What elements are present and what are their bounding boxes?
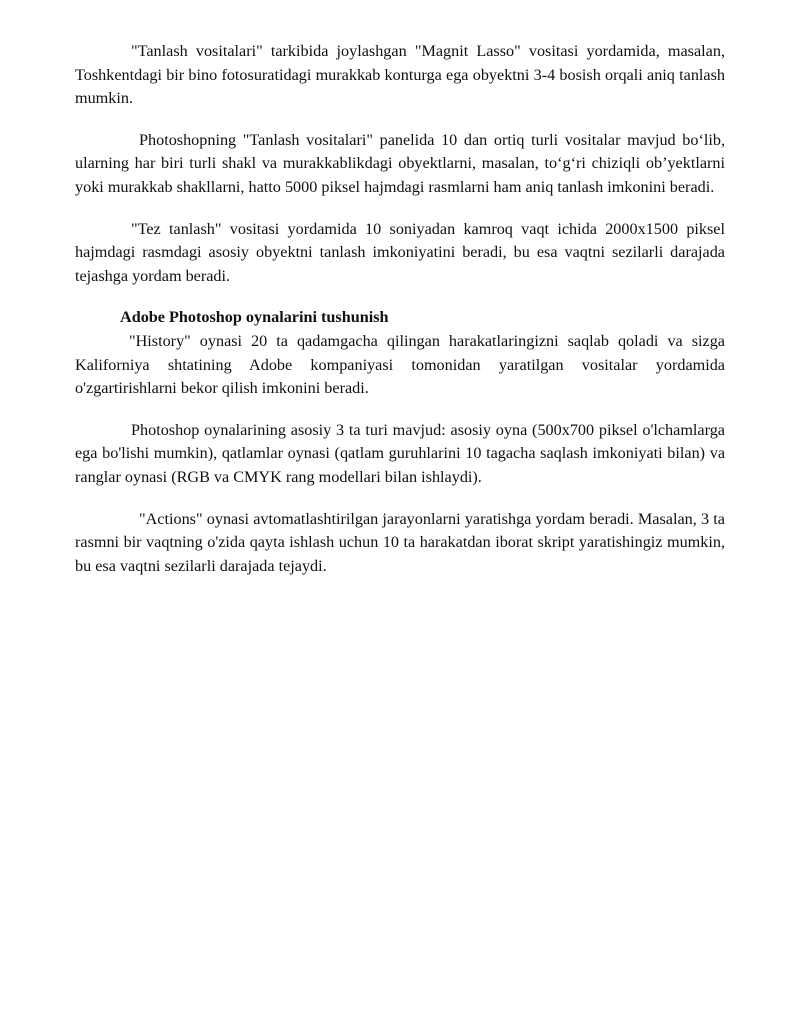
paragraph-window-types: Photoshop oynalarining asosiy 3 ta turi mavjud: asosiy oyna (500x700 piksel o'lchamlarga ega bo'lishi mumkin), qatlamlar oynasi (qatlam guruhlarini 10 tagacha saqlash imkoniyati bilan) va ranglar oynasi (RGB va CMYK rang modellari bilan ishlaydi).: [75, 420, 725, 486]
paragraph-selection-tools-panel: Photoshopning "Tanlash vositalari" panelida 10 dan ortiq turli vositalar mavjud bo‘lib, ularning har biri turli shakl va murakkablikdagi obyektlarni, masalan, to‘g‘ri chiziqli ob’yektlarni yoki murakkab shakllarni, hatto 5000 piksel hajmdagi rasmlarni ham aniq tanlash imkonini beradi.: [75, 130, 725, 196]
paragraph-quick-selection: "Tez tanlash" vositasi yordamida 10 soniyadan kamroq vaqt ichida 2000x1500 piksel hajmdagi rasmdagi asosiy obyektni tanlash imkoniyatini beradi, bu esa vaqtni sezilarli darajada tejashga yordam beradi.: [75, 219, 725, 285]
section-heading: Adobe Photoshop oynalarini tushunish: [120, 308, 389, 327]
paragraph-actions-window: "Actions" oynasi avtomatlashtirilgan jarayonlarni yaratishga yordam beradi. Masalan, 3 ta rasmni bir vaqtning o'zida qayta ishlash uchun 10 ta harakatdan iborat skript yaratishingiz mumkin, bu esa vaqtni sezilarli darajada tejaydi.: [75, 509, 725, 575]
paragraph-magnetic-lasso: "Tanlash vositalari" tarkibida joylashgan "Magnit Lasso" vositasi yordamida, masalan, Toshkentdagi bir bino fotosuratidagi murakkab konturga ega obyektni 3-4 bosish orqali aniq tanlash mumkin.: [75, 42, 725, 108]
paragraph-history-window: "History" oynasi 20 ta qadamgacha qilingan harakatlaringizni saqlab qoladi va sizga Kaliforniya shtatining Adobe kompaniyasi tomonidan yaratilgan vositalar yordamida o'zgartirishlarni bekor qilish imkonini beradi.: [75, 331, 725, 398]
document-body: [75, 40, 725, 596]
